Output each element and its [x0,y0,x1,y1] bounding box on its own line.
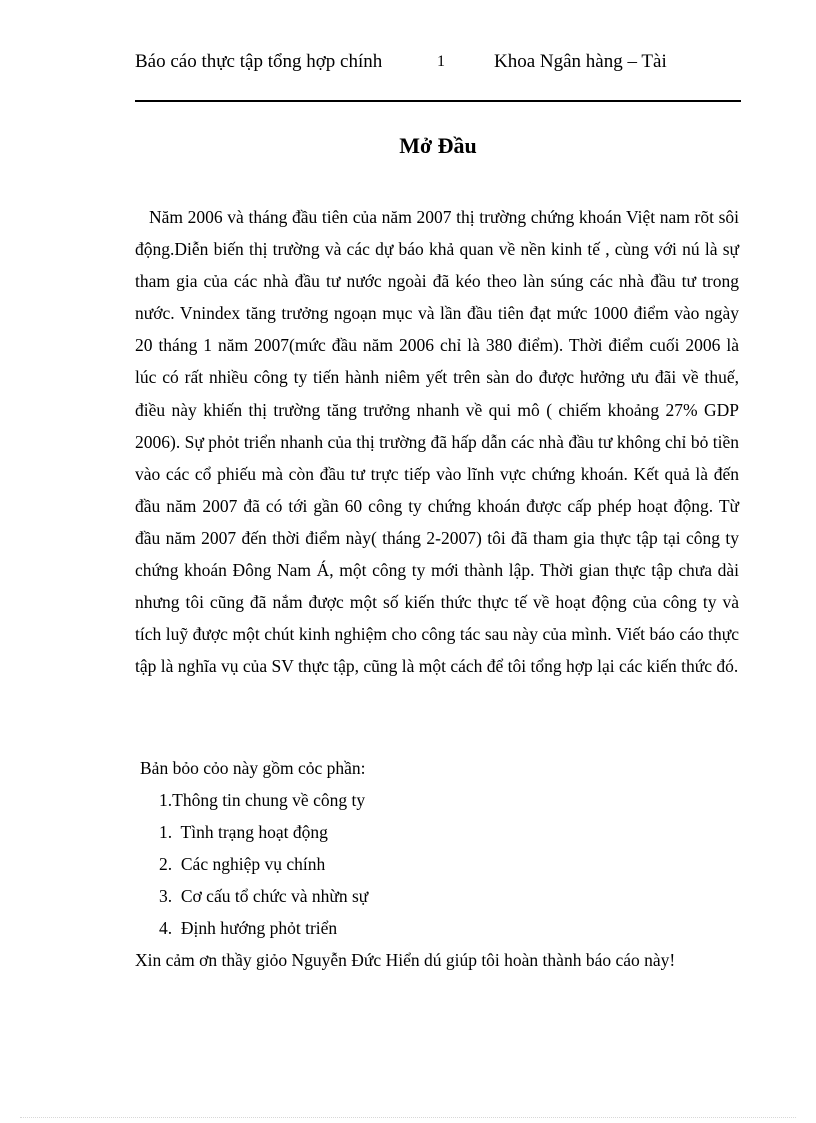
thanks-line: Xin cảm ơn thầy giỏo Nguyễn Đức Hiển dú giúp tôi hoàn thành báo cáo này! [135,950,676,970]
page-header [135,50,741,102]
header-page-number: 1 [437,53,445,70]
header-report-title: Báo cáo thực tập tổng hợp chính [135,51,383,72]
section-item-2: 1. Tình trạng hoạt động [159,822,328,842]
header-faculty: Khoa Ngân hàng – Tài [494,51,667,72]
page-title: Mở Đầu [399,133,477,158]
section-item-5: 4. Định hướng phỏt triển [159,918,338,938]
section-item-4: 3. Cơ cấu tổ chức và nhừn sự [159,886,369,906]
page-bottom-divider [20,1117,796,1118]
section-item-3: 2. Các nghiệp vụ chính [159,854,326,874]
intro-paragraph: Năm 2006 và tháng đầu tiên của năm 2007 thị trường chứng khoán Việt nam rõt sôi động.Diễn biến thị trường và các dự báo khả quan về nền kinh tế , cùng với nú là sự tham gia của các nhà đầu tư nước ngoài đã kéo theo làn súng các nhà đầu tư trong nước. Vnindex tăng trưởng ngoạn mục và lần đầu tiên đạt mức 1000 điểm vào ngày 20 tháng 1 năm 2007(mức đầu năm 2006 chỉ là 380 điểm). Thời điểm cuối 2006 là lúc có rất nhiều công ty tiến hành niêm yết trên sàn do được hưởng ưu đãi về thuế, điều này khiến thị trường tăng trưởng nhanh về qui mô ( chiếm khoảng 27% GDP 2006). Sự phỏt triển nhanh của thị trường đã hấp dẫn các nhà đầu tư không chỉ bỏ tiền vào các cổ phiếu mà còn đầu tư trực tiếp vào lĩnh vực chứng khoán. Kết quả là đến đầu năm 2007 đã có tới gần 60 công ty chứng khoán được cấp phép hoạt động. Từ đầu năm 2007 đến thời điểm này( tháng 2-2007) tôi đã tham gia thực tập tại công ty chứng khoán Đông Nam Á, một công ty mới thành lập. Thời gian thực tập chưa dài nhưng tôi cũng đã nắm được một số kiến thức thực tế về hoạt động của công ty và tích luỹ được một chút kinh nghiệm cho công tác sau này của mình. Viết báo cáo thực tập là nghĩa vụ của SV thực tập, cũng là một cách để tôi tổng hợp lại các kiến thức đó. [135,207,739,677]
section-item-1: 1.Thông tin chung về công ty [159,790,366,810]
structure-intro: Bản bỏo cỏo này gồm cỏc phần: [140,758,366,778]
